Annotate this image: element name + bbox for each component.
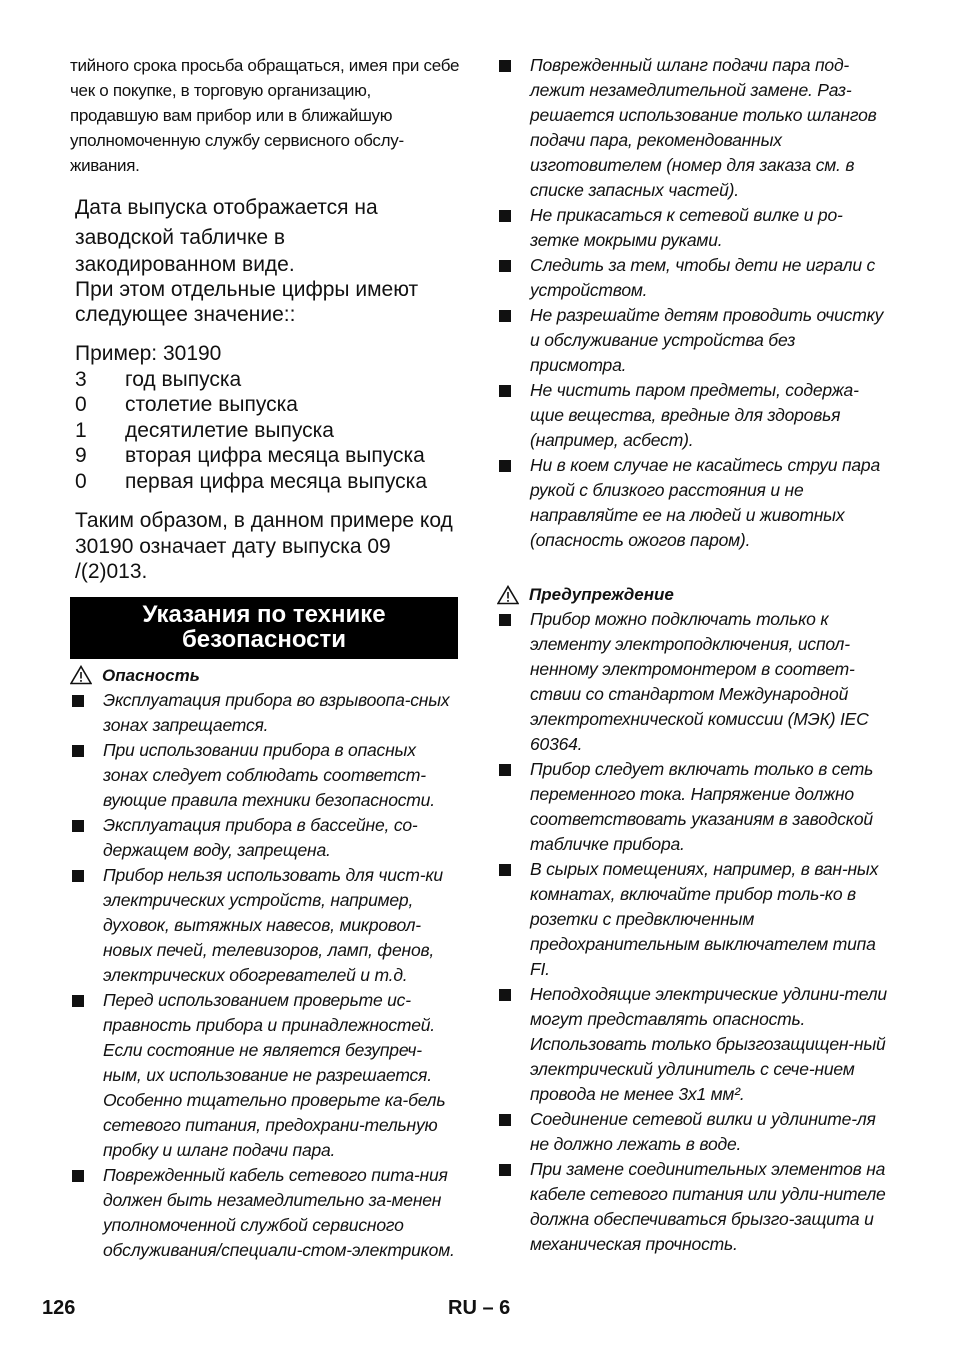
danger-heading-label: Опасность: [102, 665, 200, 685]
list-item: [497, 303, 889, 378]
list-item-text: Прибор следует включать только в сеть переменного тока. Напряжение должно соответствовать указаниям в заводской табличке прибора.: [530, 759, 874, 854]
danger-list: [70, 688, 460, 1263]
intro-paragraph: тийного срока просьба обращаться, имея при себе чек о покупке, в торговую организацию, продавшую вам прибор или в ближайшую уполномоченную службу сервисного обслу-живания.: [70, 56, 460, 175]
left-column: [70, 53, 460, 1263]
list-item: [497, 378, 889, 453]
code-digit: 0: [75, 393, 87, 416]
bullet-square-icon: [499, 460, 511, 472]
code-row: [75, 392, 460, 418]
list-item-text: Не прикасаться к сетевой вилке и ро-зетке мокрыми руками.: [530, 205, 843, 250]
code-row: [75, 443, 460, 469]
bullet-square-icon: [499, 614, 511, 626]
list-item-text: Соединение сетевой вилки и удлините-ля не должно лежать в воде.: [530, 1109, 876, 1154]
warning-list: [497, 607, 889, 1257]
spacer: [497, 553, 889, 578]
code-meaning: первая цифра месяца выпуска: [125, 469, 428, 493]
list-item-text: Прибор можно подключать только к элементу электроподключения, испол-ненному электромонтером в соответ-ствии со стандартом Международной электротехнической комиссии (МЭК) IEC 60364.: [530, 609, 869, 754]
code-meaning: вторая цифра месяца выпуска: [125, 444, 425, 467]
list-item: [497, 857, 889, 982]
code-row: [75, 367, 460, 393]
conclusion-block: [70, 508, 460, 585]
example-block: [70, 341, 460, 494]
code-digit: 9: [75, 444, 87, 467]
bullet-square-icon: [499, 864, 511, 876]
list-item-text: Перед использованием проверьте ис-правность прибора и принадлежностей. Если состояние не является безупреч-ным, их использование не разрешается. Особенно тщательно проверьте ка-бель сетевого питания, предохрани-тельную пробку и шланг подачи пара.: [103, 989, 446, 1160]
code-meaning: десятилетие выпуска: [125, 418, 334, 442]
list-item: [497, 253, 889, 303]
warning-triangle-icon: [497, 585, 519, 605]
list-item-text: Прибор нельзя использовать для чист-ки электрических устройств, например, духовок, вытяжных навесов, микровол-новых печей, телевизоров, ламп, фенов, электрических обогревателей и т.д.: [103, 864, 443, 985]
list-item: [497, 453, 889, 553]
safety-section-header: [70, 597, 458, 659]
list-item-text: В сырых помещениях, например, в ван-ных комнатах, включайте прибор толь-ко в розетки с предвключенным предохранительным выключателем типа FI.: [530, 859, 879, 979]
list-item: [497, 1107, 889, 1157]
list-item-text: Не разрешайте детям проводить очистку и обслуживание устройства без присмотра.: [530, 305, 884, 375]
list-item: [497, 1157, 889, 1257]
list-item-text: Ни в коем случае не касайтесь струи пара рукой с близкого расстояния и не направляйте ее на людей и животных (опасность ожогов паром).: [530, 455, 880, 550]
bullet-square-icon: [499, 989, 511, 1001]
warning-triangle-icon: [70, 665, 92, 685]
list-item-text: Эксплуатация прибора во взрывоопа-сных зонах запрещается.: [103, 689, 450, 735]
code-digit: 1: [75, 418, 87, 442]
bullet-square-icon: [72, 745, 84, 757]
code-meaning: год выпуска: [125, 367, 242, 391]
date-line-4: При этом отдельные цифры имеют следующее значение::: [75, 278, 419, 326]
list-item: [497, 757, 889, 857]
bullet-square-icon: [72, 1170, 84, 1182]
bullet-square-icon: [499, 260, 511, 272]
code-digit: 3: [75, 367, 87, 391]
list-item: [70, 688, 460, 738]
list-item: [70, 988, 460, 1163]
bullet-square-icon: [72, 820, 84, 832]
list-item: [70, 813, 460, 863]
code-row: [75, 469, 460, 495]
list-item-text: Поврежденный кабель сетевого пита-ния должен быть незамедлительно за-менен уполномоченной службой сервисного обслуживания/специали-стом-электриком.: [103, 1164, 455, 1260]
conclusion-text: Таким образом, в данном примере код 30190 означает дату выпуска 09 /(2)013.: [75, 509, 453, 583]
right-column: [497, 53, 889, 1257]
list-item: [70, 1163, 460, 1263]
list-item-text: Неподходящие электрические удлини-тели могут представлять опасность. Использовать только брызгозащищен-ный электрический удлинитель с сече-нием провода не менее 3х1 мм².: [530, 984, 887, 1104]
section-title-line-1: Указания по технике: [142, 600, 386, 628]
date-line-3: закодированном виде.: [75, 253, 295, 276]
bullet-square-icon: [72, 695, 84, 707]
bullet-square-icon: [72, 995, 84, 1007]
list-item-text: Не чистить паром предметы, содержа-щие вещества, вредные для здоровья (например, асбест).: [530, 380, 859, 450]
bullet-square-icon: [499, 764, 511, 776]
list-item: [497, 203, 889, 253]
date-line-2: заводской табличке в: [75, 225, 286, 249]
bullet-square-icon: [499, 1164, 511, 1176]
bullet-square-icon: [72, 870, 84, 882]
bullet-square-icon: [499, 310, 511, 322]
list-item-text: При использовании прибора в опасных зонах следует соблюдать соответст-вующие правила техники безопасности.: [103, 739, 435, 810]
list-item: [497, 607, 889, 757]
code-meaning: столетие выпуска: [125, 393, 298, 416]
list-item: [497, 53, 889, 203]
page-number: 126: [42, 1297, 76, 1319]
list-item: [70, 863, 460, 988]
date-info-block: [70, 193, 460, 327]
bullet-square-icon: [499, 385, 511, 397]
list-item-text: При замене соединительных элементов на кабеле сетевого питания или удли-нителе должна обеспечиваться брызго-защита и механическая прочность.: [530, 1159, 886, 1254]
bullet-square-icon: [499, 210, 511, 222]
bullet-square-icon: [499, 1114, 511, 1126]
section-title-line-2: безопасности: [181, 625, 347, 653]
list-item-text: Поврежденный шланг подачи пара под-лежит незамедлительной замене. Раз-решается использование только шлангов подачи пара, рекомендованных изготовителем (номер для заказа см. в списке запасных частей).: [530, 55, 877, 200]
list-item-text: Эксплуатация прибора в бассейне, со-держащем воду, запрещена.: [103, 814, 418, 860]
list-item: [70, 738, 460, 813]
section-reference: RU – 6: [448, 1297, 511, 1319]
list-item: [497, 982, 889, 1107]
warning-heading-label: Предупреждение: [529, 585, 674, 604]
code-digit: 0: [75, 469, 87, 493]
warning-heading: [497, 582, 889, 607]
code-row: [75, 418, 460, 444]
bullet-square-icon: [499, 60, 511, 72]
date-line-1: Дата выпуска отображается на: [75, 196, 378, 219]
danger-heading: [70, 663, 460, 688]
danger-list-continued: [497, 53, 889, 553]
example-title: Пример: 30190: [75, 342, 222, 365]
list-item-text: Следить за тем, чтобы дети не играли с устройством.: [530, 255, 876, 300]
